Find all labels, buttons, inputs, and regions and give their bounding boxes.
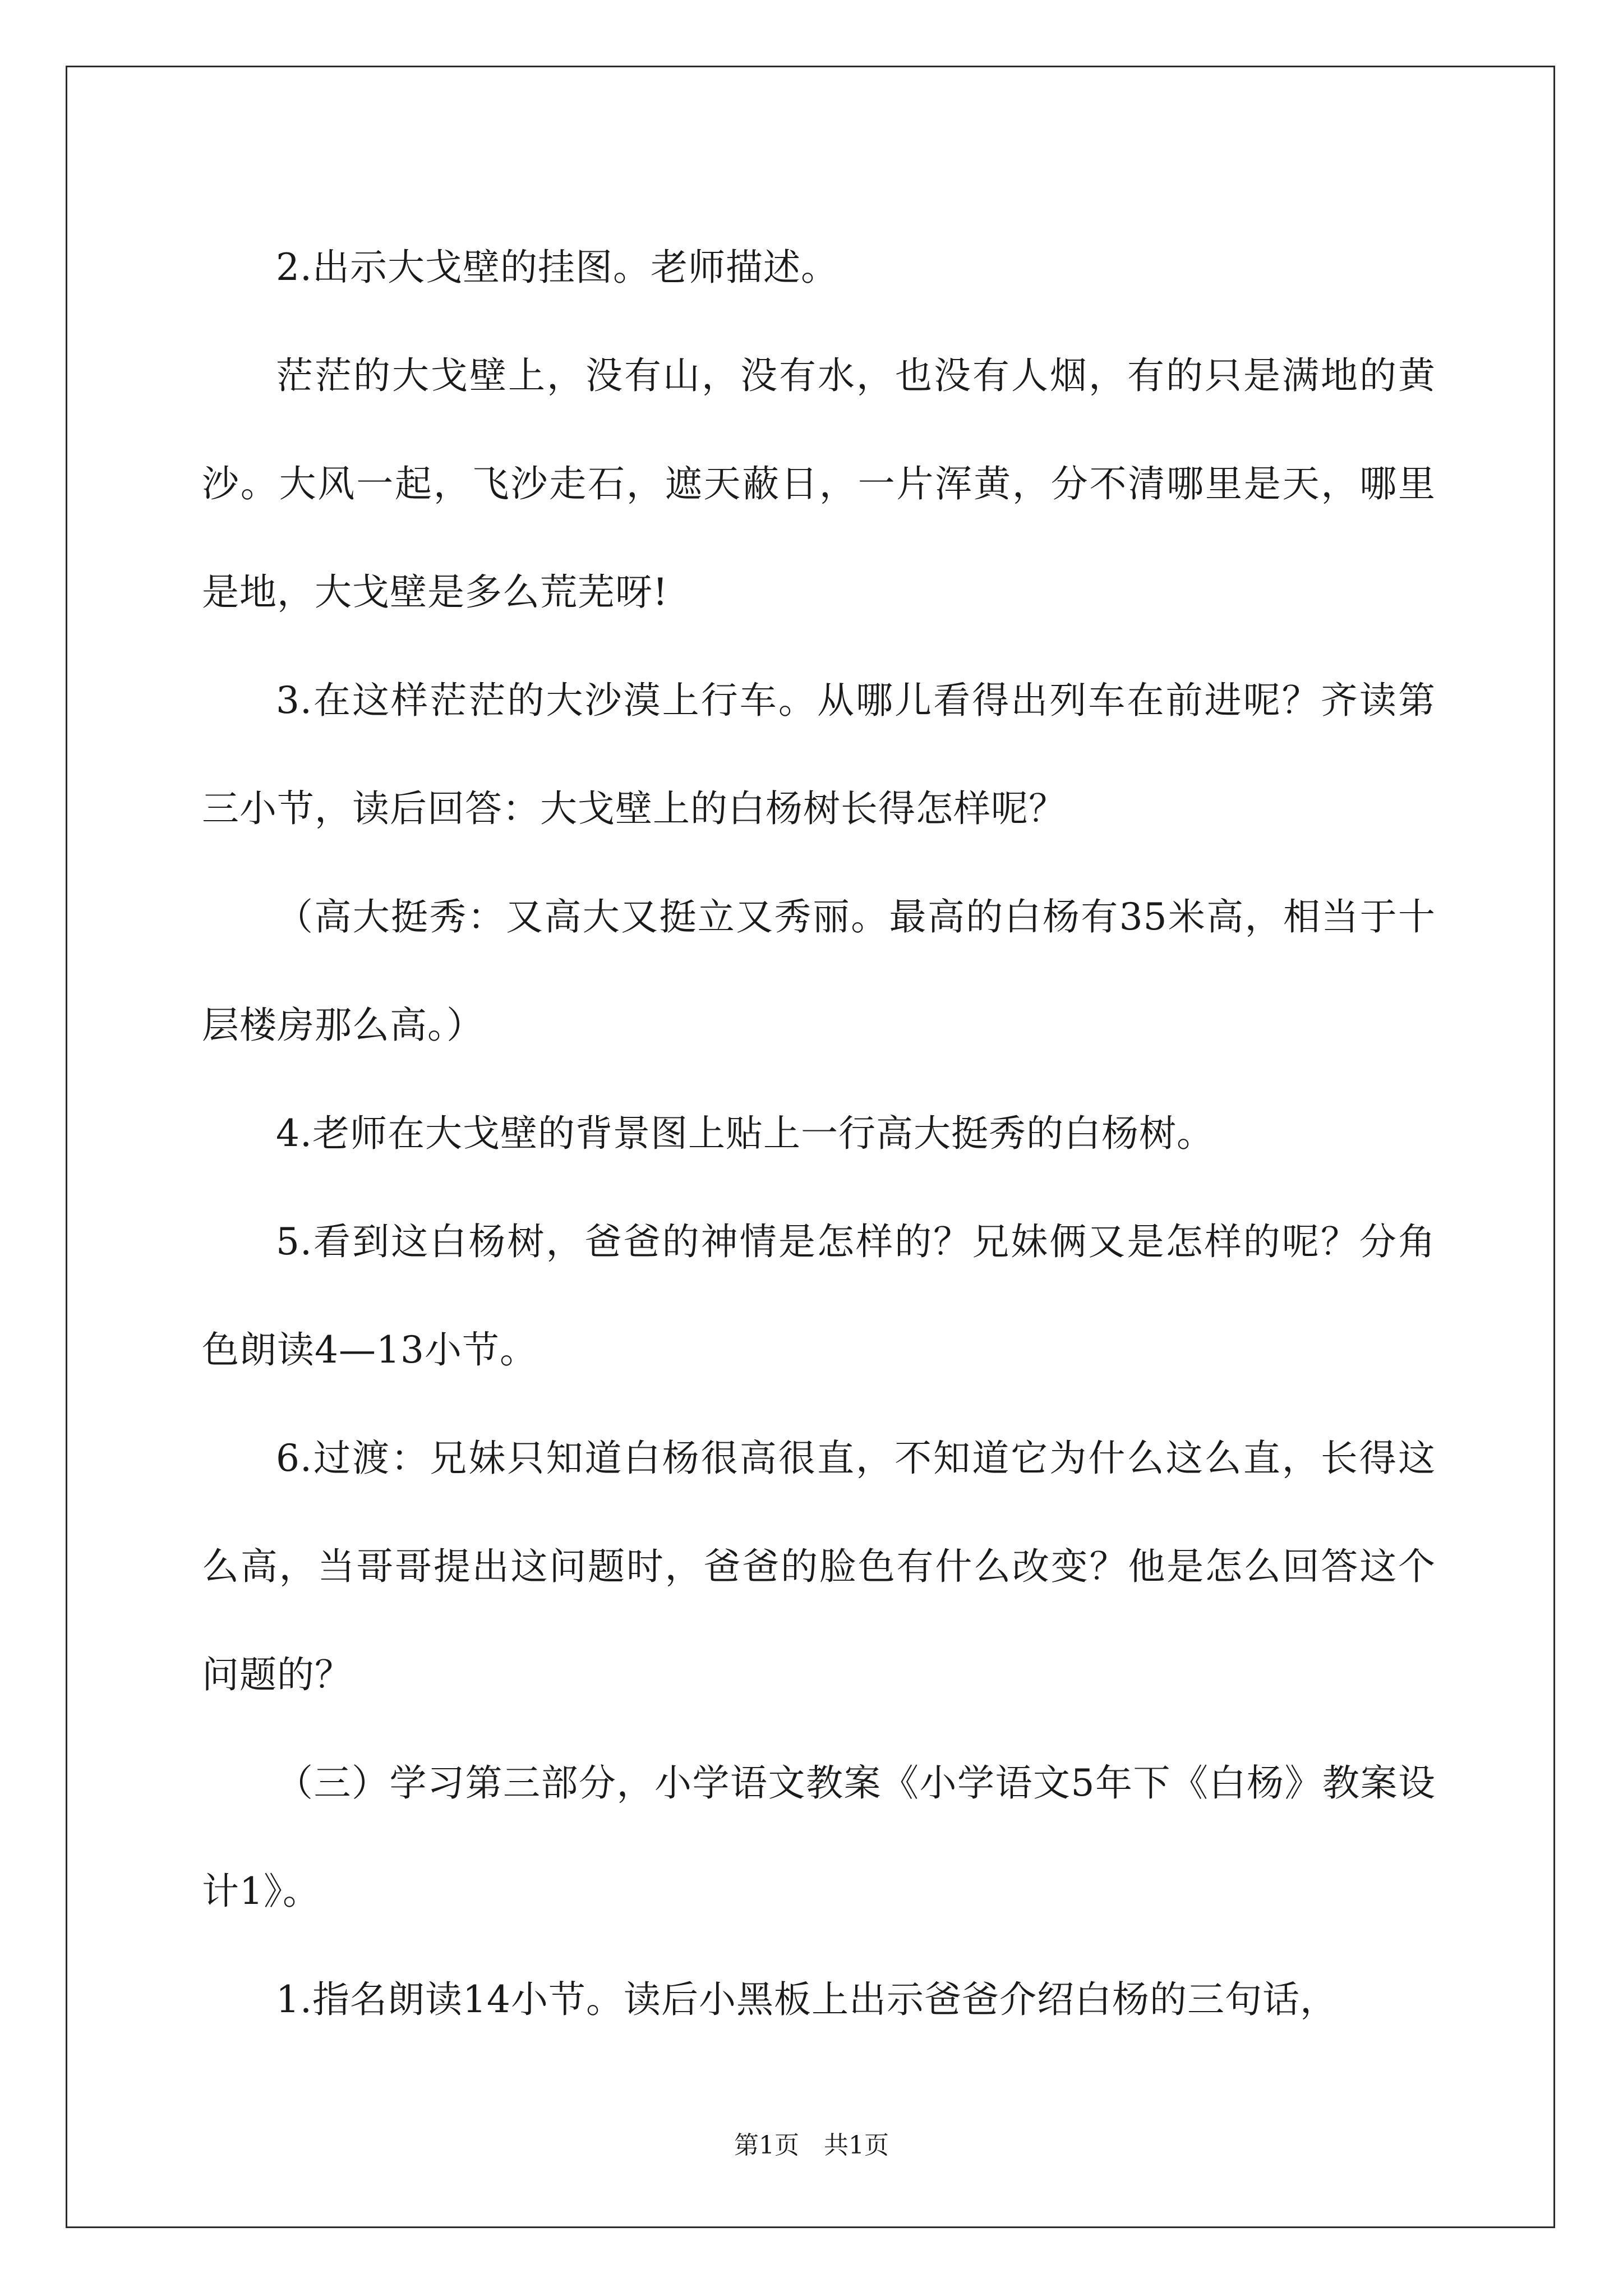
- paragraph-1: 2.出示大戈壁的挂图。老师描述。: [276, 246, 838, 289]
- document-body: [202, 213, 1436, 2054]
- paragraph-7: 6.过渡：兄妹只知道白杨很高很直，不知道它为什么这么直，长得这么高，当哥哥提出这问题时，爸爸的脸色有什么改变？他是怎么回答这个问题的？: [202, 1437, 1436, 1696]
- paragraph-6: 5.看到这白杨树，爸爸的神情是怎样的？兄妹俩又是怎样的呢？分角色朗读4—13小节。: [202, 1220, 1436, 1372]
- paragraph-3: 3.在这样茫茫的大沙漠上行车。从哪儿看得出列车在前进呢？齐读第三小节，读后回答：大戈壁上的白杨树长得怎样呢？: [202, 679, 1436, 830]
- paragraph-5: 4.老师在大戈壁的背景图上贴上一行高大挺秀的白杨树。: [276, 1112, 1214, 1155]
- paragraph-9: 1.指名朗读14小节。读后小黑板上出示爸爸介绍白杨的三句话，: [276, 1978, 1338, 2021]
- page-number-footer: 第1页 共1页: [734, 2131, 889, 2160]
- paragraph-8: （三）学习第三部分，小学语文教案《小学语文5年下《白杨》教案设计1》。: [202, 1761, 1436, 1913]
- paragraph-4: （高大挺秀：又高大又挺立又秀丽。最高的白杨有35米高，相当于十层楼房那么高。）: [202, 895, 1436, 1047]
- paragraph-2: 茫茫的大戈壁上，没有山，没有水，也没有人烟，有的只是满地的黄沙。大风一起，飞沙走石，遮天蔽日，一片浑黄，分不清哪里是天，哪里是地，大戈壁是多么荒芜呀!: [202, 354, 1436, 614]
